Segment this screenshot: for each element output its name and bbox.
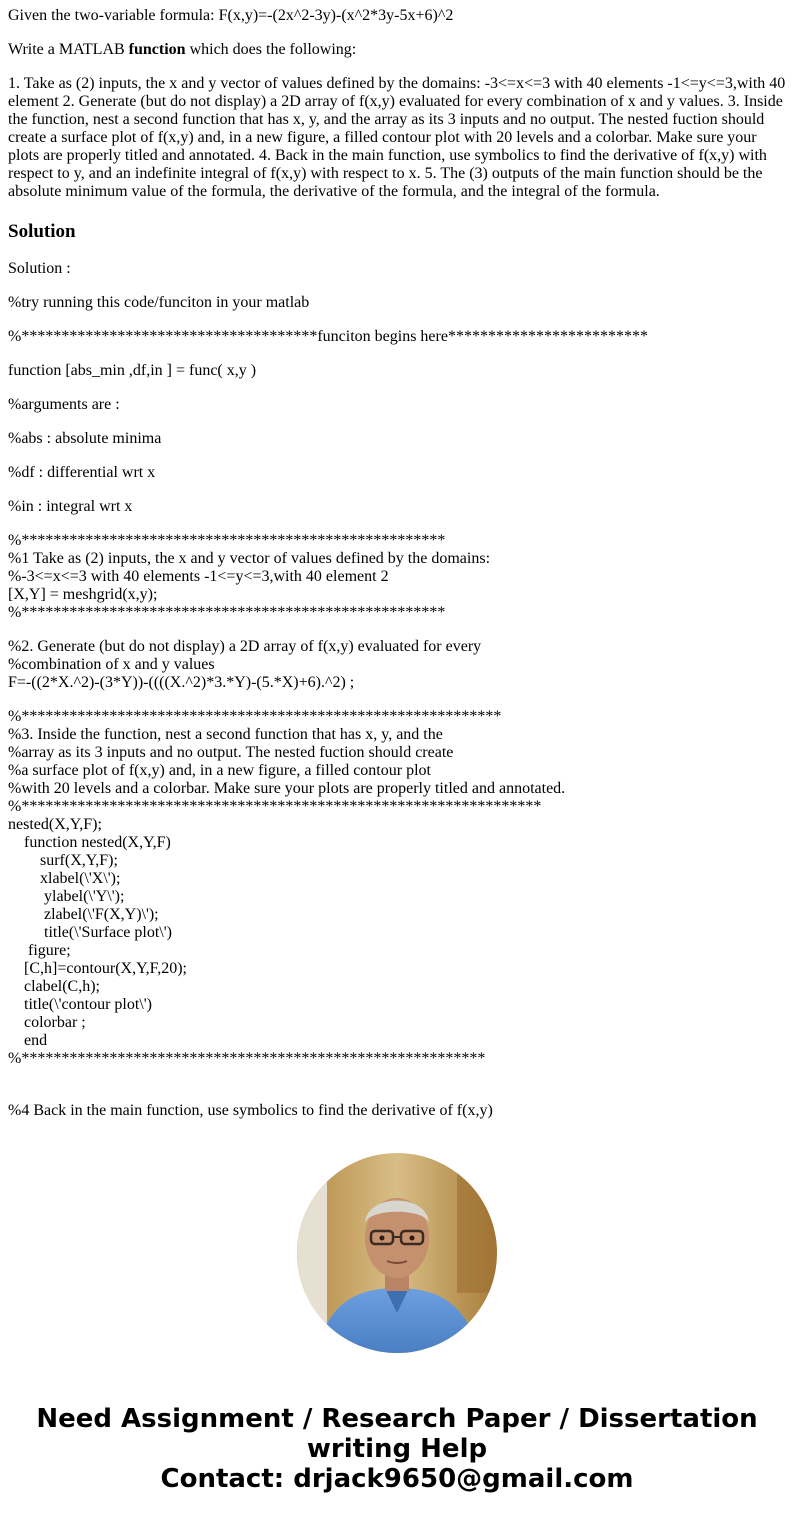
author-avatar: [297, 1153, 497, 1353]
instruction-bold: function: [128, 41, 186, 58]
code-block-step2: %2. Generate (but do not display) a 2D array of f(x,y) evaluated for every %combination of x and y values F=-((2*X.^2)-(3*Y))-((((X.^2)*3.*Y)-(5.*X)+6).^2) ;: [8, 638, 482, 691]
argument-df: %df : differential wrt x: [8, 464, 156, 481]
code-block-step1: %***************************************************** %1 Take as (2) inputs, the x and y vector of values defined by the domains: %-3<=x<=3 with 40 elements -1<=y<=3,with 40 element 2 [X,Y] = meshgrid(x,y); %*****************************************************: [8, 532, 491, 621]
function-signature: function [abs_min ,df,in ] = func( x,y ): [8, 362, 257, 379]
solution-intro: Solution :: [8, 260, 71, 277]
begins-comment: %*************************************funciton begins here*************************: [8, 328, 648, 345]
code-block-step3: %************************************************************ %3. Inside the function, nest a second function that has x, y, and the %array as its 3 inputs and no output. The nested fuction should create %a surface plot of f(x,y) and, in a new figure, a filled contour plot %with 20 levels and a colorbar. Make sure your plots are properly titled and annotated. %***************************************************************** nested(X,Y,F); function nested(X,Y,F) surf(X,Y,F); xlabel(\'X\'); ylabel(\'Y\'); zlabel(\'F(X,Y)\'); title(\'Surface plot\') figure; [C,h]=contour(X,Y,F,20); clabel(C,h); title(\'contour plot\') colorbar ; end %**********************************************************: [8, 708, 566, 1067]
author-photo-icon: [297, 1153, 497, 1353]
solution-heading: Solution: [8, 221, 76, 242]
try-comment: %try running this code/funciton in your matlab: [8, 294, 310, 311]
question-body: 1. Take as (2) inputs, the x and y vector of values defined by the domains: -3<=x<=3 with 40 elements -1<=y<=3,with 40 element 2. Generate (but do not display) a 2D array of f(x,y) evaluated for every combination of x and y values. 3. Inside the function, nest a second function that has x, y, and the array as its 3 inputs and no output. The nested fuction should create a surface plot of f(x,y) and, in a new figure, a filled contour plot with 20 levels and a colorbar. Make sure your plots are properly titled and annotated. 4. Back in the main function, use symbolics to find the derivative of f(x,y) with respect to y, and an indefinite integral of f(x,y) with respect to x. 5. The (3) outputs of the main function should be the absolute minimum value of the formula, the derivative of the formula, and the integral of the formula.: [8, 75, 786, 200]
step4-comment: %4 Back in the main function, use symbolics to find the derivative of f(x,y): [8, 1102, 493, 1119]
instruction-prefix: Write a MATLAB: [8, 41, 129, 58]
banner-line-2: writing Help: [306, 1434, 488, 1464]
banner-contact: Contact: drjack9650@gmail.com: [160, 1464, 634, 1494]
question-formula: Given the two-variable formula: F(x,y)=-(2x^2-3y)-(x^2*3y-5x+6)^2: [8, 7, 454, 24]
question-instruction: [8, 41, 356, 59]
arguments-label: %arguments are :: [8, 396, 120, 413]
instruction-suffix: which does the following:: [185, 41, 357, 58]
argument-abs: %abs : absolute minima: [8, 430, 162, 447]
banner-line-1: Need Assignment / Research Paper / Dissertation: [36, 1404, 758, 1434]
argument-in: %in : integral wrt x: [8, 498, 133, 515]
